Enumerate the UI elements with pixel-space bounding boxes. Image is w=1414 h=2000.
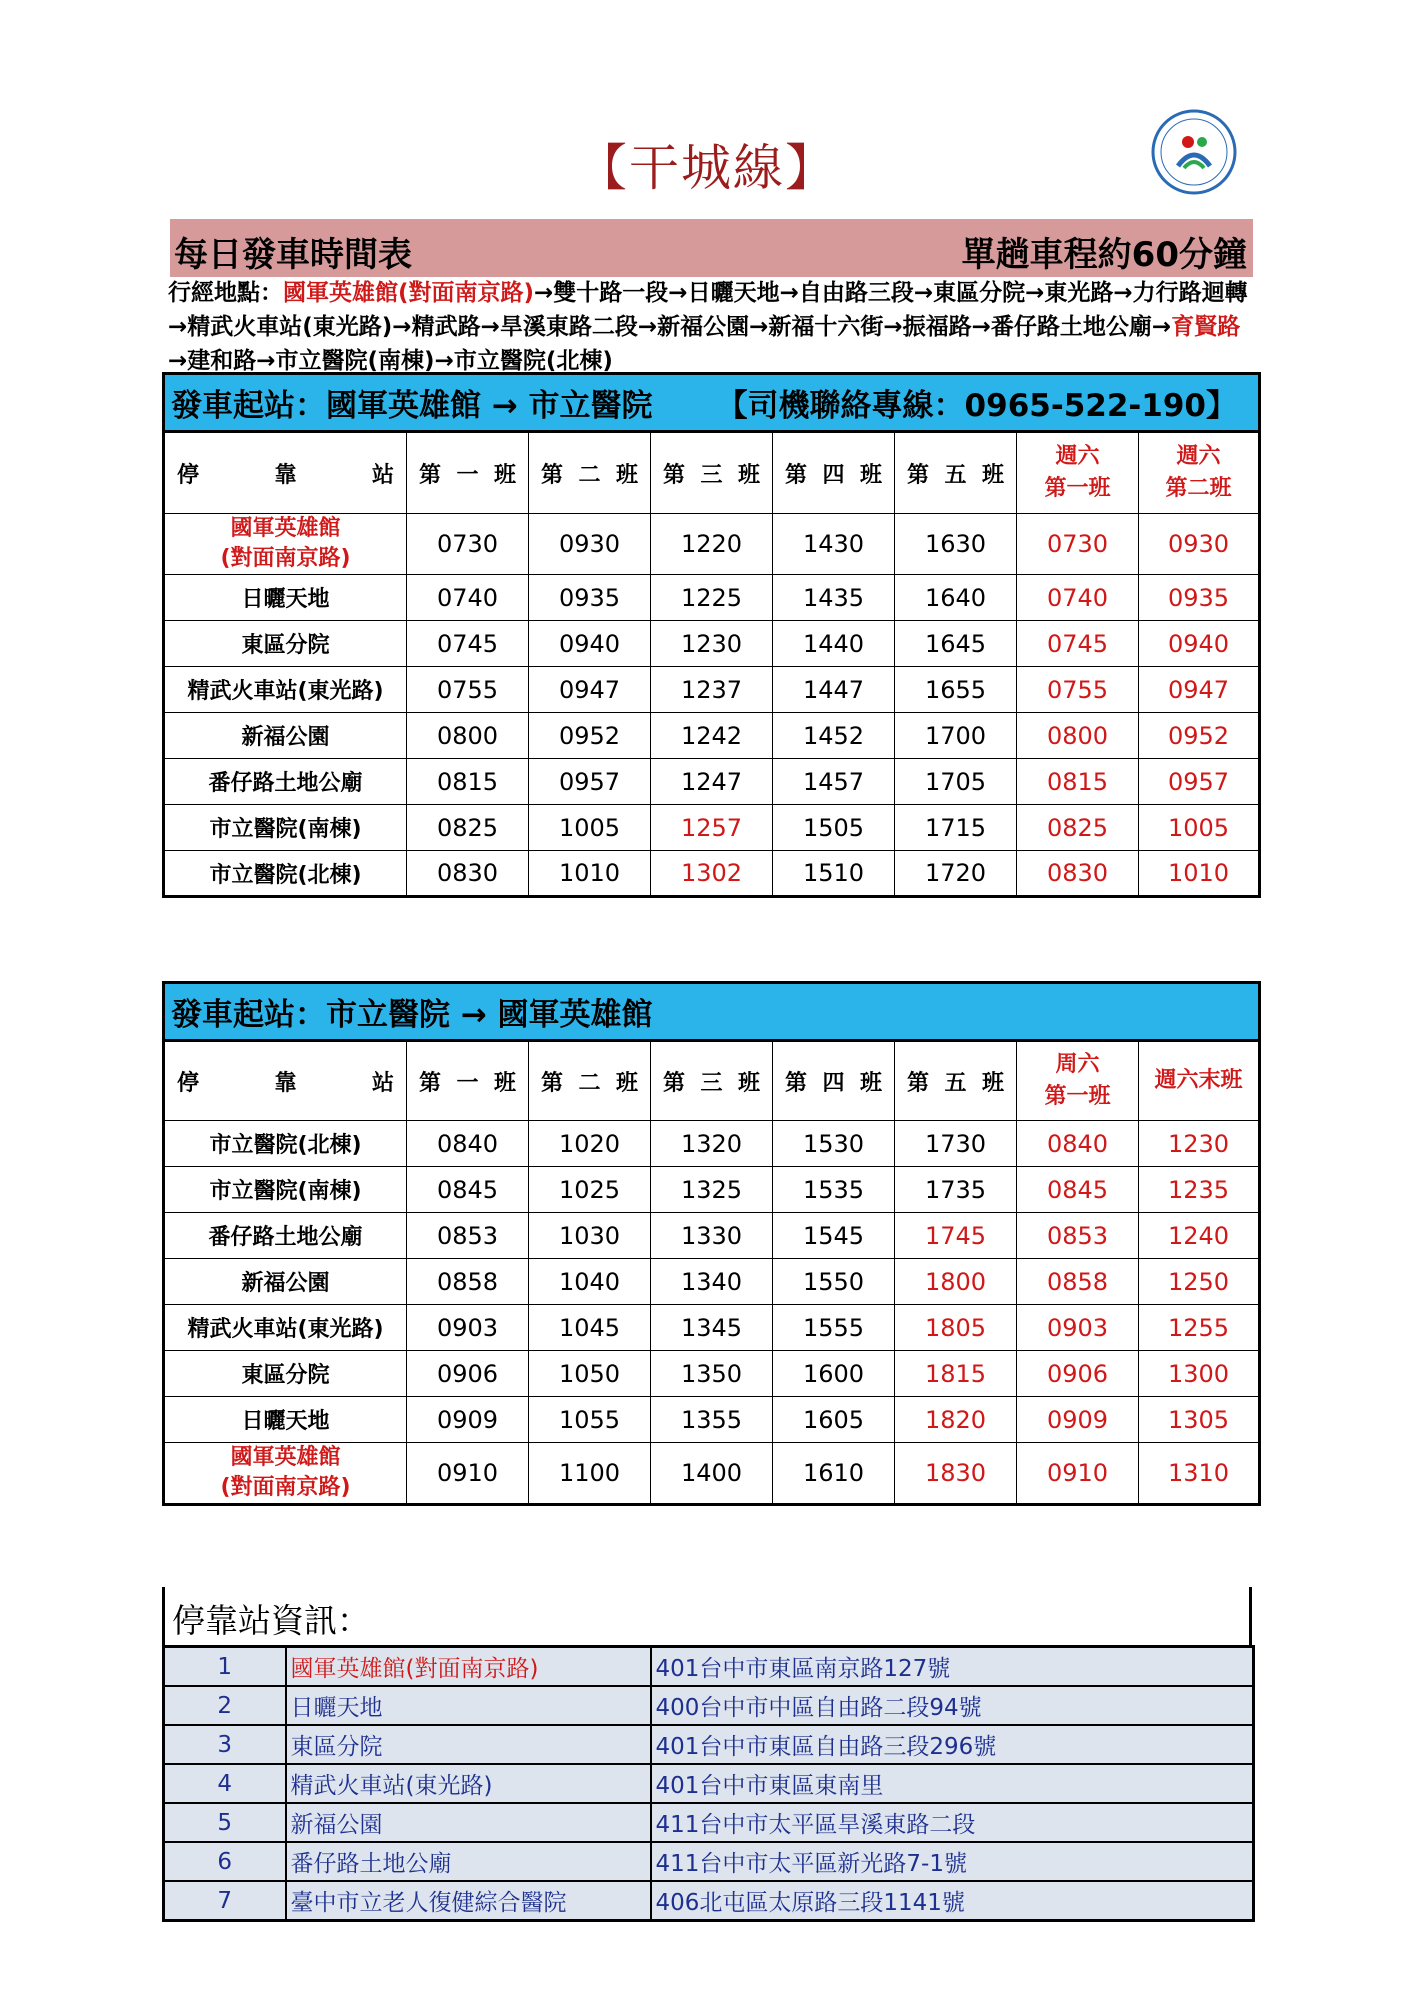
- stop-info-name: 番仔路土地公廟: [286, 1842, 651, 1881]
- time-cell: 0940: [529, 621, 651, 667]
- stop-info-number: 4: [164, 1764, 286, 1803]
- table-row: [164, 1351, 1260, 1397]
- time-cell: 0800: [407, 713, 529, 759]
- time-cell: 1050: [529, 1351, 651, 1397]
- time-cell: 0740: [1017, 575, 1139, 621]
- time-cell: 1325: [651, 1167, 773, 1213]
- stop-info-title: 停靠站資訊：: [172, 1601, 370, 1640]
- table-row: [164, 621, 1260, 667]
- time-cell: 0825: [1017, 805, 1139, 851]
- organization-logo-icon: [1150, 108, 1238, 196]
- timetable-header-row: [164, 432, 1260, 514]
- time-cell: 0957: [1139, 759, 1260, 805]
- stop-info-number: 1: [164, 1647, 286, 1687]
- time-cell: 0830: [407, 851, 529, 897]
- stop-name-cell: 市立醫院(南棟): [164, 1167, 407, 1213]
- time-cell: 1605: [773, 1397, 895, 1443]
- stop-name-cell: 新福公園: [164, 713, 407, 759]
- time-cell: 0858: [407, 1259, 529, 1305]
- time-cell: 1030: [529, 1213, 651, 1259]
- time-cell: 1240: [1139, 1213, 1260, 1259]
- time-cell: 1440: [773, 621, 895, 667]
- time-cell: 0740: [407, 575, 529, 621]
- stop-info-row: [164, 1764, 1254, 1803]
- time-cell: 1430: [773, 514, 895, 575]
- time-cell: 1630: [895, 514, 1017, 575]
- saturday-header-2: 週六 第二班: [1139, 432, 1260, 514]
- time-cell: 0909: [1017, 1397, 1139, 1443]
- trip-header-5: 第 五 班: [895, 1041, 1017, 1121]
- trip-header-4: 第 四 班: [773, 432, 895, 514]
- stop-info-number: 2: [164, 1686, 286, 1725]
- time-cell: 0755: [1017, 667, 1139, 713]
- stop-info-address: 411台中市太平區新光路7-1號: [651, 1842, 1254, 1881]
- table-row: [164, 1305, 1260, 1351]
- time-cell: 1005: [1139, 805, 1260, 851]
- time-cell: 1250: [1139, 1259, 1260, 1305]
- trip-header-2: 第 二 班: [529, 432, 651, 514]
- stop-info-name: 新福公園: [286, 1803, 651, 1842]
- time-cell: 1550: [773, 1259, 895, 1305]
- time-cell: 1452: [773, 713, 895, 759]
- time-cell: 1600: [773, 1351, 895, 1397]
- time-cell: 0840: [407, 1121, 529, 1167]
- stop-name-cell: 國軍英雄館 (對面南京路): [164, 1443, 407, 1505]
- time-cell: 1025: [529, 1167, 651, 1213]
- time-cell: 0825: [407, 805, 529, 851]
- time-cell: 0745: [407, 621, 529, 667]
- time-cell: 0845: [407, 1167, 529, 1213]
- time-cell: 0845: [1017, 1167, 1139, 1213]
- time-cell: 1435: [773, 575, 895, 621]
- time-cell: 1300: [1139, 1351, 1260, 1397]
- stop-info-number: 6: [164, 1842, 286, 1881]
- time-cell: 0730: [407, 514, 529, 575]
- time-cell: 0815: [1017, 759, 1139, 805]
- time-cell: 0853: [1017, 1213, 1139, 1259]
- table-row: [164, 1443, 1260, 1505]
- table-row: [164, 1259, 1260, 1305]
- stop-info-number: 3: [164, 1725, 286, 1764]
- stop-name-cell: 日曬天地: [164, 575, 407, 621]
- time-cell: 0909: [407, 1397, 529, 1443]
- table-row: [164, 713, 1260, 759]
- time-cell: 1805: [895, 1305, 1017, 1351]
- time-cell: 1830: [895, 1443, 1017, 1505]
- time-cell: 1800: [895, 1259, 1017, 1305]
- time-cell: 1530: [773, 1121, 895, 1167]
- time-cell: 0903: [1017, 1305, 1139, 1351]
- stop-info-address: 406北屯區太原路三段1141號: [651, 1881, 1254, 1921]
- time-cell: 0947: [1139, 667, 1260, 713]
- route-start: 國軍英雄館(對面南京路): [283, 280, 535, 306]
- time-cell: 0800: [1017, 713, 1139, 759]
- stop-info-name: 國軍英雄館(對面南京路): [286, 1647, 651, 1687]
- trip-header-1: 第 一 班: [407, 1041, 529, 1121]
- stop-name-cell: 番仔路土地公廟: [164, 1213, 407, 1259]
- table-row: [164, 1397, 1260, 1443]
- table-row: [164, 1121, 1260, 1167]
- time-cell: 0957: [529, 759, 651, 805]
- time-cell: 1320: [651, 1121, 773, 1167]
- stop-info-row: [164, 1725, 1254, 1764]
- time-cell: 0745: [1017, 621, 1139, 667]
- stop-info-row: [164, 1686, 1254, 1725]
- header-trip-duration: 單趟車程約60分鐘: [961, 235, 1247, 275]
- time-cell: 0815: [407, 759, 529, 805]
- timetable-inbound: [162, 981, 1261, 1506]
- time-cell: 1555: [773, 1305, 895, 1351]
- stop-info-table: [162, 1645, 1255, 1922]
- time-cell: 1735: [895, 1167, 1017, 1213]
- time-cell: 0853: [407, 1213, 529, 1259]
- time-cell: 1610: [773, 1443, 895, 1505]
- stop-name-cell: 精武火車站(東光路): [164, 667, 407, 713]
- time-cell: 1505: [773, 805, 895, 851]
- time-cell: 1730: [895, 1121, 1017, 1167]
- header-daily-schedule: 每日發車時間表: [174, 235, 412, 275]
- time-cell: 0935: [529, 575, 651, 621]
- time-cell: 0935: [1139, 575, 1260, 621]
- stop-header-cell: 停 靠 站: [164, 1041, 407, 1121]
- trip-header-1: 第 一 班: [407, 432, 529, 514]
- stop-info-address: 411台中市太平區旱溪東路二段: [651, 1803, 1254, 1842]
- time-cell: 1225: [651, 575, 773, 621]
- time-cell: 1302: [651, 851, 773, 897]
- time-cell: 1510: [773, 851, 895, 897]
- stop-info-row: [164, 1803, 1254, 1842]
- trip-header-5: 第 五 班: [895, 432, 1017, 514]
- time-cell: 1005: [529, 805, 651, 851]
- stop-name-cell: 番仔路土地公廟: [164, 759, 407, 805]
- stop-info-name: 日曬天地: [286, 1686, 651, 1725]
- timetable-inbound-title: 發車起站：市立醫院 → 國軍英雄館: [164, 983, 1260, 1041]
- stop-info-number: 7: [164, 1881, 286, 1921]
- time-cell: 1220: [651, 514, 773, 575]
- time-cell: 1237: [651, 667, 773, 713]
- time-cell: 1355: [651, 1397, 773, 1443]
- time-cell: 1247: [651, 759, 773, 805]
- route-part1: →雙十路一段→日曬天地→自由路三段→東區分院→東光路→力行路迴轉→精武火車站(東光路)→精武路→旱溪東路二段→新福公園→新福十六街→振福路→番仔路土地公廟→: [168, 280, 1248, 340]
- time-cell: 1545: [773, 1213, 895, 1259]
- time-cell: 1457: [773, 759, 895, 805]
- table-row: [164, 805, 1260, 851]
- stop-info-name: 臺中市立老人復健綜合醫院: [286, 1881, 651, 1921]
- route-highlight: 育賢路: [1171, 314, 1241, 340]
- time-cell: 0952: [1139, 713, 1260, 759]
- time-cell: 1230: [651, 621, 773, 667]
- time-cell: 1100: [529, 1443, 651, 1505]
- time-cell: 1447: [773, 667, 895, 713]
- table-row: [164, 514, 1260, 575]
- stop-name-cell: 日曬天地: [164, 1397, 407, 1443]
- timetable-outbound-title: 發車起站：國軍英雄館 → 市立醫院 【司機聯絡專線：0965-522-190】: [164, 374, 1260, 432]
- trip-header-3: 第 三 班: [651, 432, 773, 514]
- route-description: [168, 276, 1258, 378]
- time-cell: 1745: [895, 1213, 1017, 1259]
- stop-info-address: 401台中市東區東南里: [651, 1764, 1254, 1803]
- stop-header-cell: 停 靠 站: [164, 432, 407, 514]
- time-cell: 1815: [895, 1351, 1017, 1397]
- time-cell: 1655: [895, 667, 1017, 713]
- table-row: [164, 851, 1260, 897]
- trip-header-2: 第 二 班: [529, 1041, 651, 1121]
- stop-info-address: 401台中市東區自由路三段296號: [651, 1725, 1254, 1764]
- time-cell: 1720: [895, 851, 1017, 897]
- time-cell: 1330: [651, 1213, 773, 1259]
- stop-info-address: 400台中市中區自由路二段94號: [651, 1686, 1254, 1725]
- stop-name-cell: 東區分院: [164, 621, 407, 667]
- stop-info-name: 東區分院: [286, 1725, 651, 1764]
- time-cell: 1310: [1139, 1443, 1260, 1505]
- time-cell: 1345: [651, 1305, 773, 1351]
- stop-name-cell: 東區分院: [164, 1351, 407, 1397]
- time-cell: 1705: [895, 759, 1017, 805]
- stop-info-row: [164, 1881, 1254, 1921]
- trip-header-4: 第 四 班: [773, 1041, 895, 1121]
- time-cell: 0952: [529, 713, 651, 759]
- time-cell: 1040: [529, 1259, 651, 1305]
- stop-name-cell: 市立醫院(南棟): [164, 805, 407, 851]
- time-cell: 0940: [1139, 621, 1260, 667]
- table-row: [164, 575, 1260, 621]
- time-cell: 1820: [895, 1397, 1017, 1443]
- table-row: [164, 1213, 1260, 1259]
- time-cell: 0947: [529, 667, 651, 713]
- stop-name-cell: 國軍英雄館 (對面南京路): [164, 514, 407, 575]
- stop-info-number: 5: [164, 1803, 286, 1842]
- time-cell: 0906: [407, 1351, 529, 1397]
- stop-name-cell: 新福公園: [164, 1259, 407, 1305]
- time-cell: 0830: [1017, 851, 1139, 897]
- time-cell: 0930: [1139, 514, 1260, 575]
- time-cell: 1700: [895, 713, 1017, 759]
- time-cell: 1257: [651, 805, 773, 851]
- time-cell: 0840: [1017, 1121, 1139, 1167]
- saturday-header-1: 周六 第一班: [1017, 1041, 1139, 1121]
- time-cell: 0910: [407, 1443, 529, 1505]
- time-cell: 1645: [895, 621, 1017, 667]
- timetable-header-row: [164, 1041, 1260, 1121]
- time-cell: 1010: [1139, 851, 1260, 897]
- stop-info-address: 401台中市東區南京路127號: [651, 1647, 1254, 1687]
- time-cell: 1055: [529, 1397, 651, 1443]
- time-cell: 0930: [529, 514, 651, 575]
- stop-name-cell: 精武火車站(東光路): [164, 1305, 407, 1351]
- time-cell: 0906: [1017, 1351, 1139, 1397]
- timetable-outbound: [162, 372, 1261, 898]
- time-cell: 1230: [1139, 1121, 1260, 1167]
- stop-name-cell: 市立醫院(北棟): [164, 851, 407, 897]
- time-cell: 0858: [1017, 1259, 1139, 1305]
- stop-info-row: [164, 1647, 1254, 1687]
- time-cell: 1305: [1139, 1397, 1260, 1443]
- route-prefix: 行經地點：: [168, 280, 283, 306]
- saturday-header-1: 週六 第一班: [1017, 432, 1139, 514]
- time-cell: 1350: [651, 1351, 773, 1397]
- time-cell: 1242: [651, 713, 773, 759]
- time-cell: 1010: [529, 851, 651, 897]
- time-cell: 1255: [1139, 1305, 1260, 1351]
- stop-name-cell: 市立醫院(北棟): [164, 1121, 407, 1167]
- time-cell: 1045: [529, 1305, 651, 1351]
- time-cell: 0910: [1017, 1443, 1139, 1505]
- route-part2: →建和路→市立醫院(南棟)→市立醫院(北棟): [168, 348, 613, 374]
- time-cell: 1340: [651, 1259, 773, 1305]
- time-cell: 0730: [1017, 514, 1139, 575]
- time-cell: 1640: [895, 575, 1017, 621]
- header-bar: [170, 219, 1253, 277]
- time-cell: 0903: [407, 1305, 529, 1351]
- time-cell: 1400: [651, 1443, 773, 1505]
- time-cell: 0755: [407, 667, 529, 713]
- stop-info-row: [164, 1842, 1254, 1881]
- saturday-header-2: 週六末班: [1139, 1041, 1260, 1121]
- time-cell: 1715: [895, 805, 1017, 851]
- table-row: [164, 759, 1260, 805]
- page-title: 【干城線】: [577, 139, 837, 197]
- table-row: [164, 1167, 1260, 1213]
- table-row: [164, 667, 1260, 713]
- stop-info-name: 精武火車站(東光路): [286, 1764, 651, 1803]
- time-cell: 1020: [529, 1121, 651, 1167]
- time-cell: 1235: [1139, 1167, 1260, 1213]
- trip-header-3: 第 三 班: [651, 1041, 773, 1121]
- time-cell: 1535: [773, 1167, 895, 1213]
